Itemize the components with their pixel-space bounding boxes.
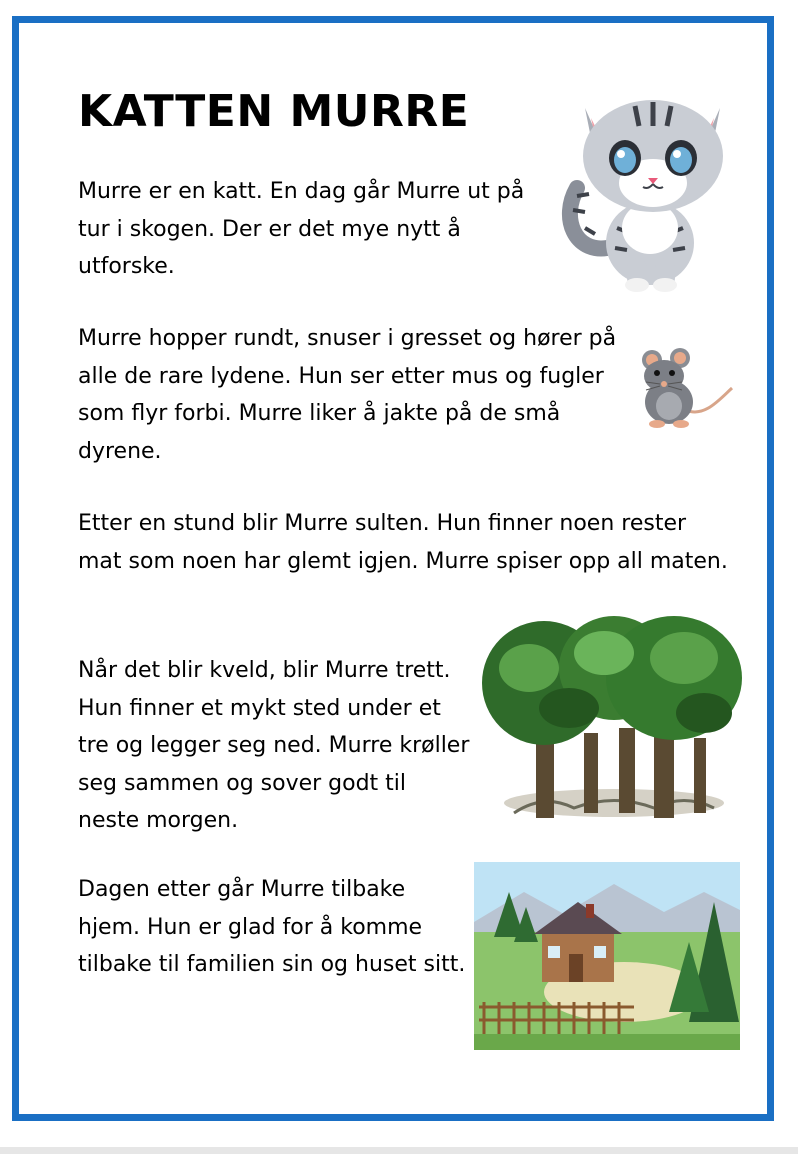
- story-paragraph-3: Etter en stund blir Murre sulten. Hun finner noen rester mat som noen har glemt igjen. Murre spiser opp all maten.: [78, 511, 728, 574]
- story-title: KATTEN MURRE: [78, 86, 470, 137]
- cat-illustration: [555, 78, 733, 293]
- story-paragraph-2: Murre hopper rundt, snuser i gresset og hører på alle de rare lydene. Hun ser etter mus og fugler som flyr forbi. Murre liker å jakte på de små dyrene.: [78, 326, 617, 464]
- farmhouse-illustration: [474, 862, 740, 1050]
- bottom-scroll-strip: [0, 1147, 798, 1154]
- mouse-illustration: [624, 340, 734, 432]
- story-paragraph-4: Når det blir kveld, blir Murre trett. Hun finner et mykt sted under et tre og legger seg ned. Murre krøller seg sammen og sover godt til neste morgen.: [78, 658, 470, 833]
- story-paragraph-1: Murre er en katt. En dag går Murre ut på tur i skogen. Der er det mye nytt å utforske.: [78, 179, 525, 279]
- trees-illustration: [474, 613, 748, 828]
- story-paragraph-5: Dagen etter går Murre tilbake hjem. Hun er glad for å komme tilbake til familien sin og huset sitt.: [78, 877, 466, 977]
